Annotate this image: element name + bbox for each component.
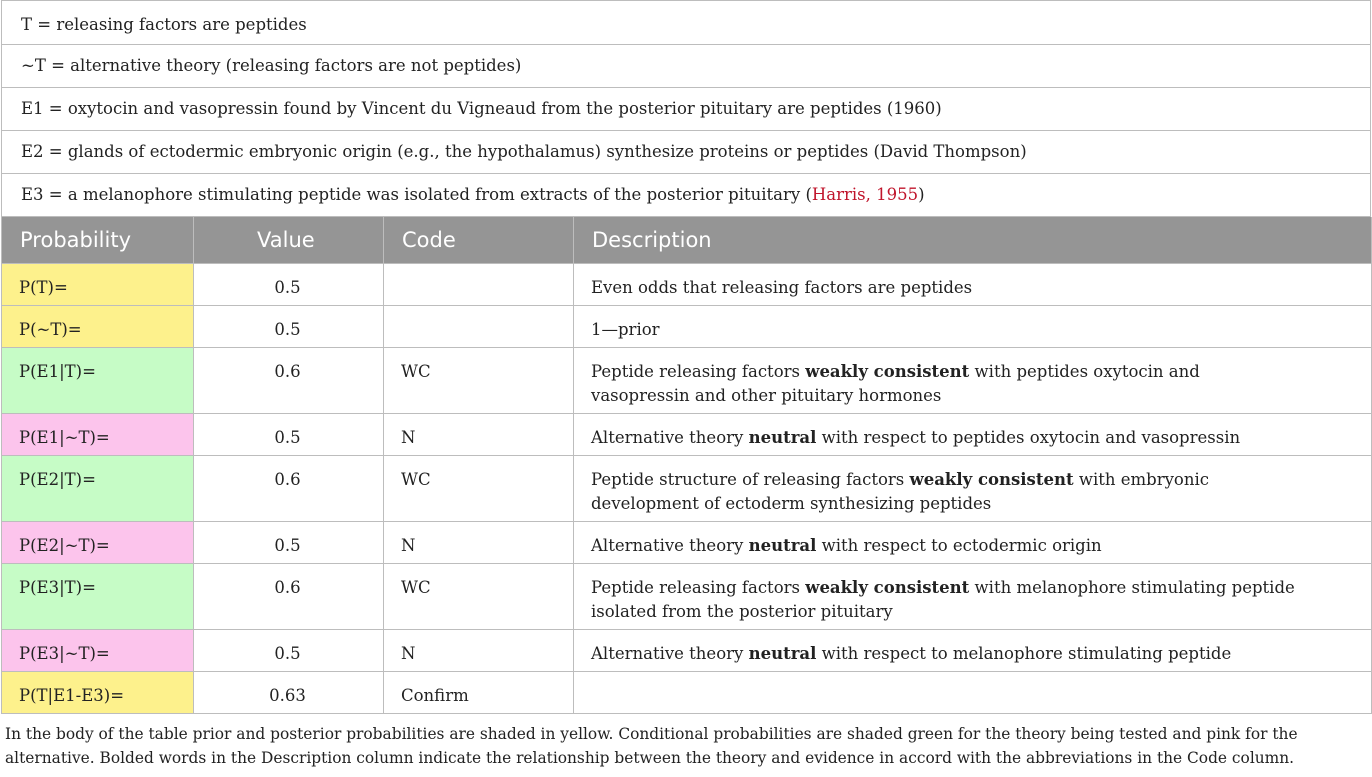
relationship-keyword: neutral (748, 643, 817, 663)
description-text: with peptides oxytocin and vasopressin and other pituitary hormones (591, 361, 1200, 405)
definition-e2: E2 = glands of ectodermic embryonic origin (e.g., the hypothalamus) synthesize proteins or peptides (David Thompson) (2, 131, 1370, 174)
relationship-keyword: neutral (748, 535, 817, 555)
probability-table (1, 217, 1372, 714)
definition-e3 (2, 174, 1370, 217)
value-cell: 0.6 (194, 347, 384, 413)
value-cell: 0.5 (194, 521, 384, 563)
definition-not-t: ~T = alternative theory (releasing factors are not peptides) (2, 45, 1370, 88)
table-row (2, 305, 1372, 347)
probability-cell: P(T)= (2, 263, 194, 305)
relationship-keyword: weakly consistent (909, 469, 1074, 489)
definition-e3-text: E3 = a melanophore stimulating peptide was isolated from extracts of the posterior pituitary ( (21, 185, 812, 204)
probability-cell: P(E2|~T)= (2, 521, 194, 563)
definition-e1: E1 = oxytocin and vasopressin found by Vincent du Vigneaud from the posterior pituitary are peptides (1960) (2, 88, 1370, 131)
definition-e3-close: ) (918, 185, 925, 204)
description-cell (574, 347, 1372, 413)
table-row (2, 521, 1372, 563)
probability-cell: P(E1|~T)= (2, 413, 194, 455)
citation-link[interactable]: Harris, 1955 (811, 185, 919, 204)
value-cell: 0.6 (194, 455, 384, 521)
table-row (2, 347, 1372, 413)
table-row (2, 263, 1372, 305)
probability-cell: P(T|E1-E3)= (2, 671, 194, 713)
definition-t: T = releasing factors are peptides (2, 1, 1370, 45)
description-text: Peptide releasing factors (591, 361, 806, 381)
description-cell (574, 413, 1372, 455)
code-cell (384, 263, 574, 305)
relationship-keyword: weakly consistent (805, 577, 970, 597)
table-body (2, 263, 1372, 713)
description-cell (574, 521, 1372, 563)
description-text: Alternative theory (591, 427, 749, 447)
description-text: with respect to melanophore stimulating peptide (816, 643, 1232, 663)
table-row (2, 563, 1372, 629)
code-cell: N (384, 521, 574, 563)
value-cell: 0.5 (194, 629, 384, 671)
description-text: Alternative theory (591, 535, 749, 555)
description-cell (574, 305, 1372, 347)
code-cell: WC (384, 455, 574, 521)
code-cell: N (384, 413, 574, 455)
probability-table-document (1, 0, 1371, 770)
table-header-row (2, 217, 1372, 263)
code-cell: WC (384, 347, 574, 413)
probability-cell: P(~T)= (2, 305, 194, 347)
probability-cell: P(E3|~T)= (2, 629, 194, 671)
header-probability: Probability (2, 217, 194, 263)
value-cell: 0.6 (194, 563, 384, 629)
probability-cell: P(E2|T)= (2, 455, 194, 521)
description-text: Alternative theory (591, 643, 749, 663)
probability-cell: P(E1|T)= (2, 347, 194, 413)
value-cell: 0.5 (194, 263, 384, 305)
code-cell (384, 305, 574, 347)
value-cell: 0.63 (194, 671, 384, 713)
header-description: Description (574, 217, 1372, 263)
table-row (2, 671, 1372, 713)
description-cell (574, 671, 1372, 713)
description-text: Peptide structure of releasing factors (591, 469, 910, 489)
code-cell: WC (384, 563, 574, 629)
description-cell (574, 263, 1372, 305)
definitions-block (1, 0, 1371, 217)
description-text: with respect to ectodermic origin (816, 535, 1102, 555)
value-cell: 0.5 (194, 413, 384, 455)
code-cell: N (384, 629, 574, 671)
description-text: with melanophore stimulating peptide isolated from the posterior pituitary (591, 577, 1295, 621)
relationship-keyword: neutral (748, 427, 817, 447)
description-cell (574, 563, 1372, 629)
description-text: Peptide releasing factors (591, 577, 806, 597)
table-row (2, 629, 1372, 671)
description-text: Even odds that releasing factors are peptides (591, 277, 973, 297)
probability-cell: P(E3|T)= (2, 563, 194, 629)
header-value: Value (194, 217, 384, 263)
table-footnote: In the body of the table prior and posterior probabilities are shaded in yellow. Conditional probabilities are shaded green for the theory being tested and pink for the alternative. Bolded words in the Description column indicate the relationship between the theory and evidence in accord with the abbreviations in the Code column. (5, 724, 1298, 767)
description-text: with embryonic development of ectoderm synthesizing peptides (591, 469, 1210, 513)
description-cell (574, 455, 1372, 521)
value-cell: 0.5 (194, 305, 384, 347)
description-text: 1—prior (591, 319, 660, 339)
description-text: with respect to peptides oxytocin and vasopressin (816, 427, 1241, 447)
table-row (2, 413, 1372, 455)
relationship-keyword: weakly consistent (805, 361, 970, 381)
description-cell (574, 629, 1372, 671)
table-row (2, 455, 1372, 521)
header-code: Code (384, 217, 574, 263)
code-cell: Confirm (384, 671, 574, 713)
